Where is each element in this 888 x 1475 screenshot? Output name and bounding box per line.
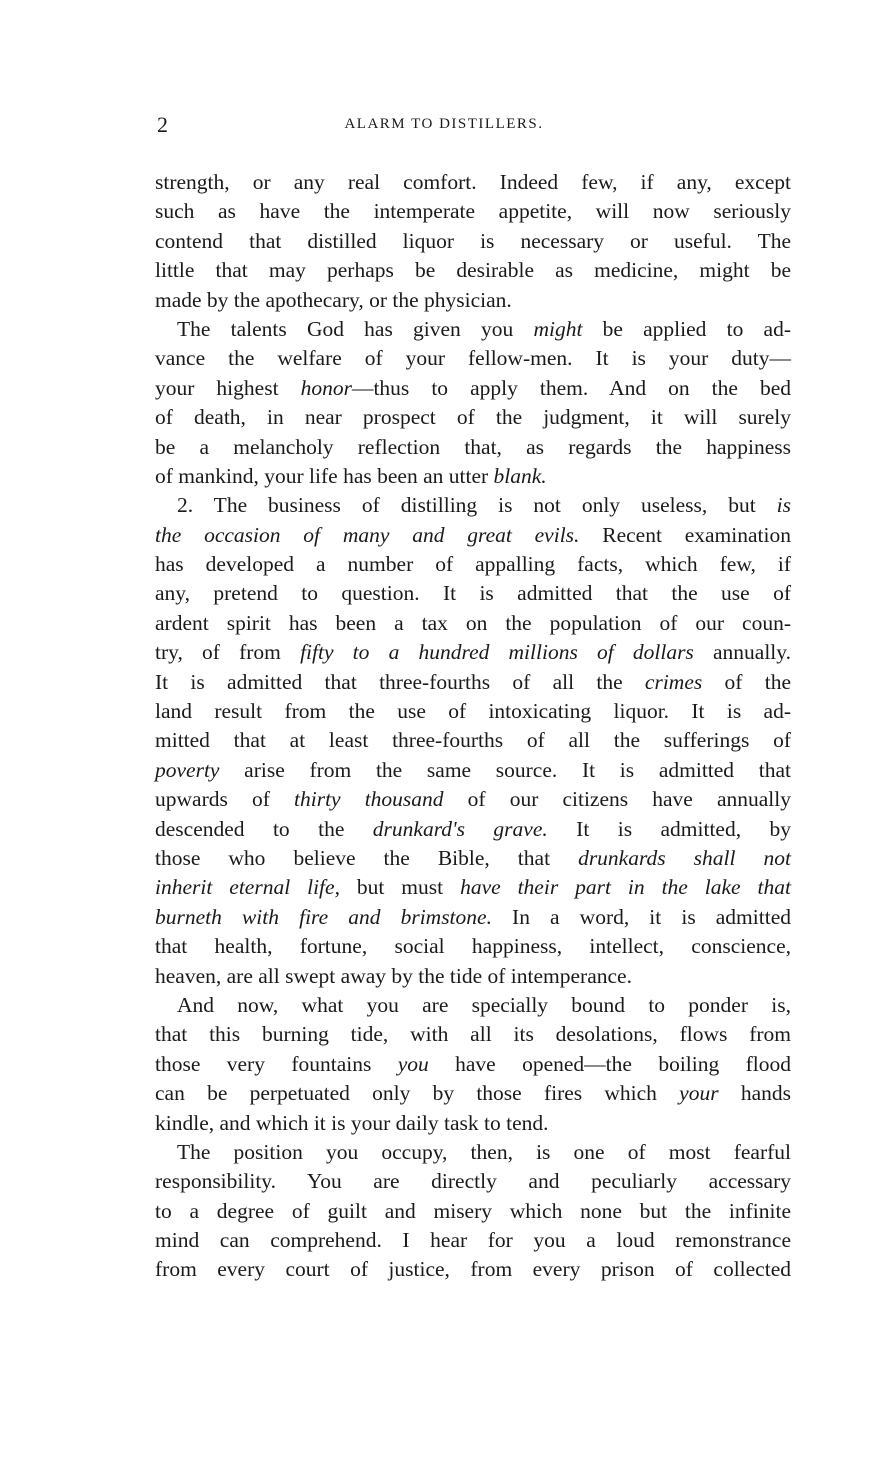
text-run: land result from the use of intoxicating liquor. It is ad-: [155, 699, 791, 724]
italic-text: fifty to a hundred millions of dollars: [300, 640, 694, 665]
text-line: [155, 286, 791, 315]
text-line: [155, 991, 791, 1020]
text-line: [155, 932, 791, 961]
text-run: try, of from: [155, 640, 301, 665]
paragraph: [155, 491, 791, 991]
text-line: [155, 962, 791, 991]
text-run: And now, what you are specially bound to ponder is,: [177, 992, 791, 1017]
text-run: kindle, and which it is your daily task to tend.: [155, 1110, 549, 1135]
text-run: of mankind, your life has been an utter: [155, 463, 494, 488]
text-run: such as have the intemperate appetite, will now seriously: [155, 199, 791, 224]
text-line: [155, 1255, 791, 1284]
text-line: [155, 550, 791, 579]
text-run: Recent examination: [579, 522, 791, 547]
text-line: [155, 1197, 791, 1226]
text-line: [155, 785, 791, 814]
text-line: [155, 1109, 791, 1138]
text-run: of our citizens have annually: [443, 787, 791, 812]
text-run: hands: [718, 1081, 791, 1106]
text-run: of the: [702, 669, 791, 694]
text-run: strength, or any real comfort. Indeed few, if any, except: [155, 170, 791, 194]
text-run: descended to the: [155, 816, 373, 841]
text-run: It is admitted, by: [547, 816, 792, 841]
text-run: any, pretend to question. It is admitted that the use of: [155, 581, 791, 606]
text-run: of death, in near prospect of the judgment, it will surely: [155, 405, 791, 430]
text-line: [155, 403, 791, 432]
text-run: mitted that at least three-fourths of all the sufferings of: [155, 728, 791, 753]
page-number: 2: [157, 112, 168, 137]
text-run: The position you occupy, then, is one of most fearful: [177, 1139, 791, 1164]
text-line: [155, 668, 791, 697]
italic-text: drunkard's grave.: [372, 816, 548, 841]
text-run: made by the apothecary, or the physician.: [155, 287, 512, 312]
text-run: those who believe the Bible, that: [155, 845, 579, 870]
text-line: [155, 697, 791, 726]
text-line: [155, 315, 791, 344]
paragraph: [155, 315, 791, 491]
text-run: annually.: [693, 640, 791, 665]
text-run: has developed a number of appalling facts, which few, if: [155, 552, 791, 577]
text-run: your highest: [155, 375, 301, 400]
italic-text: honor: [300, 375, 352, 400]
text-run: It is admitted that three-fourths of all the: [155, 669, 645, 694]
italic-text: is: [776, 493, 791, 518]
italic-text: blank.: [493, 463, 547, 488]
text-line: [155, 638, 791, 667]
running-head: ALARM TO DISTILLERS.: [344, 116, 544, 132]
text-run: In a word, it is admitted: [491, 904, 791, 929]
text-run: to a degree of guilt and misery which none but the infinite: [155, 1198, 791, 1223]
text-run: contend that distilled liquor is necessary or useful. The: [155, 228, 791, 253]
italic-text: burneth with fire and brimstone.: [155, 904, 492, 929]
italic-text: might: [533, 316, 583, 341]
italic-text: drunkards shall not: [578, 845, 791, 870]
text-line: [155, 579, 791, 608]
text-run: upwards of: [155, 787, 294, 812]
text-run: vance the welfare of your fellow-men. It is your duty—: [155, 346, 791, 371]
text-line: [155, 726, 791, 755]
text-line: [155, 873, 791, 902]
text-line: [155, 521, 791, 550]
text-line: [155, 491, 791, 520]
italic-text: you: [397, 1051, 429, 1076]
italic-text: crimes: [644, 669, 703, 694]
italic-text: inherit eternal life,: [155, 875, 340, 900]
text-line: [155, 227, 791, 256]
text-run: from every court of justice, from every prison of collected: [155, 1257, 791, 1282]
text-line: [155, 609, 791, 638]
text-line: [155, 374, 791, 403]
text-run: have opened—the boiling flood: [428, 1051, 791, 1076]
text-line: [155, 1138, 791, 1167]
paragraph: [155, 991, 791, 1138]
text-run: be a melancholy reflection that, as regards the happiness: [155, 434, 791, 459]
italic-text: the occasion of many and great evils.: [155, 522, 580, 547]
italic-text: thirty thousand: [294, 787, 444, 812]
text-run: heaven, are all swept away by the tide of intemperance.: [155, 963, 632, 988]
italic-text: your: [679, 1081, 719, 1106]
text-line: [155, 197, 791, 226]
text-run: that health, fortune, social happiness, intellect, conscience,: [155, 934, 791, 959]
text-line: [155, 344, 791, 373]
text-line: [155, 168, 791, 197]
italic-text: have their part in the lake that: [460, 875, 791, 900]
text-line: [155, 756, 791, 785]
paragraph: [155, 1138, 791, 1285]
text-run: that this burning tide, with all its desolations, flows from: [155, 1022, 791, 1047]
text-run: mind can comprehend. I hear for you a loud remonstrance: [155, 1228, 791, 1253]
text-line: [155, 433, 791, 462]
paragraph: [155, 168, 791, 315]
text-run: can be perpetuated only by those fires which: [155, 1081, 680, 1106]
text-line: [155, 1050, 791, 1079]
body-text: [155, 168, 791, 1285]
text-line: [155, 1226, 791, 1255]
italic-text: poverty: [155, 757, 220, 782]
text-run: —thus to apply them. And on the bed: [351, 375, 791, 400]
text-line: [155, 844, 791, 873]
text-line: [155, 462, 791, 491]
text-line: [155, 903, 791, 932]
text-run: 2. The business of distilling is not only useless, but: [177, 493, 777, 518]
text-line: [155, 1020, 791, 1049]
text-line: [155, 1167, 791, 1196]
text-run: responsibility. You are directly and peculiarly accessary: [155, 1169, 791, 1194]
text-line: [155, 256, 791, 285]
text-run: those very fountains: [155, 1051, 398, 1076]
text-run: but must: [339, 875, 461, 900]
text-run: ardent spirit has been a tax on the population of our coun-: [155, 610, 791, 635]
text-run: The talents God has given you: [177, 316, 534, 341]
text-run: be applied to ad-: [582, 316, 791, 341]
text-run: little that may perhaps be desirable as medicine, might be: [155, 258, 791, 283]
text-line: [155, 815, 791, 844]
text-run: arise from the same source. It is admitted that: [219, 757, 791, 782]
text-line: [155, 1079, 791, 1108]
